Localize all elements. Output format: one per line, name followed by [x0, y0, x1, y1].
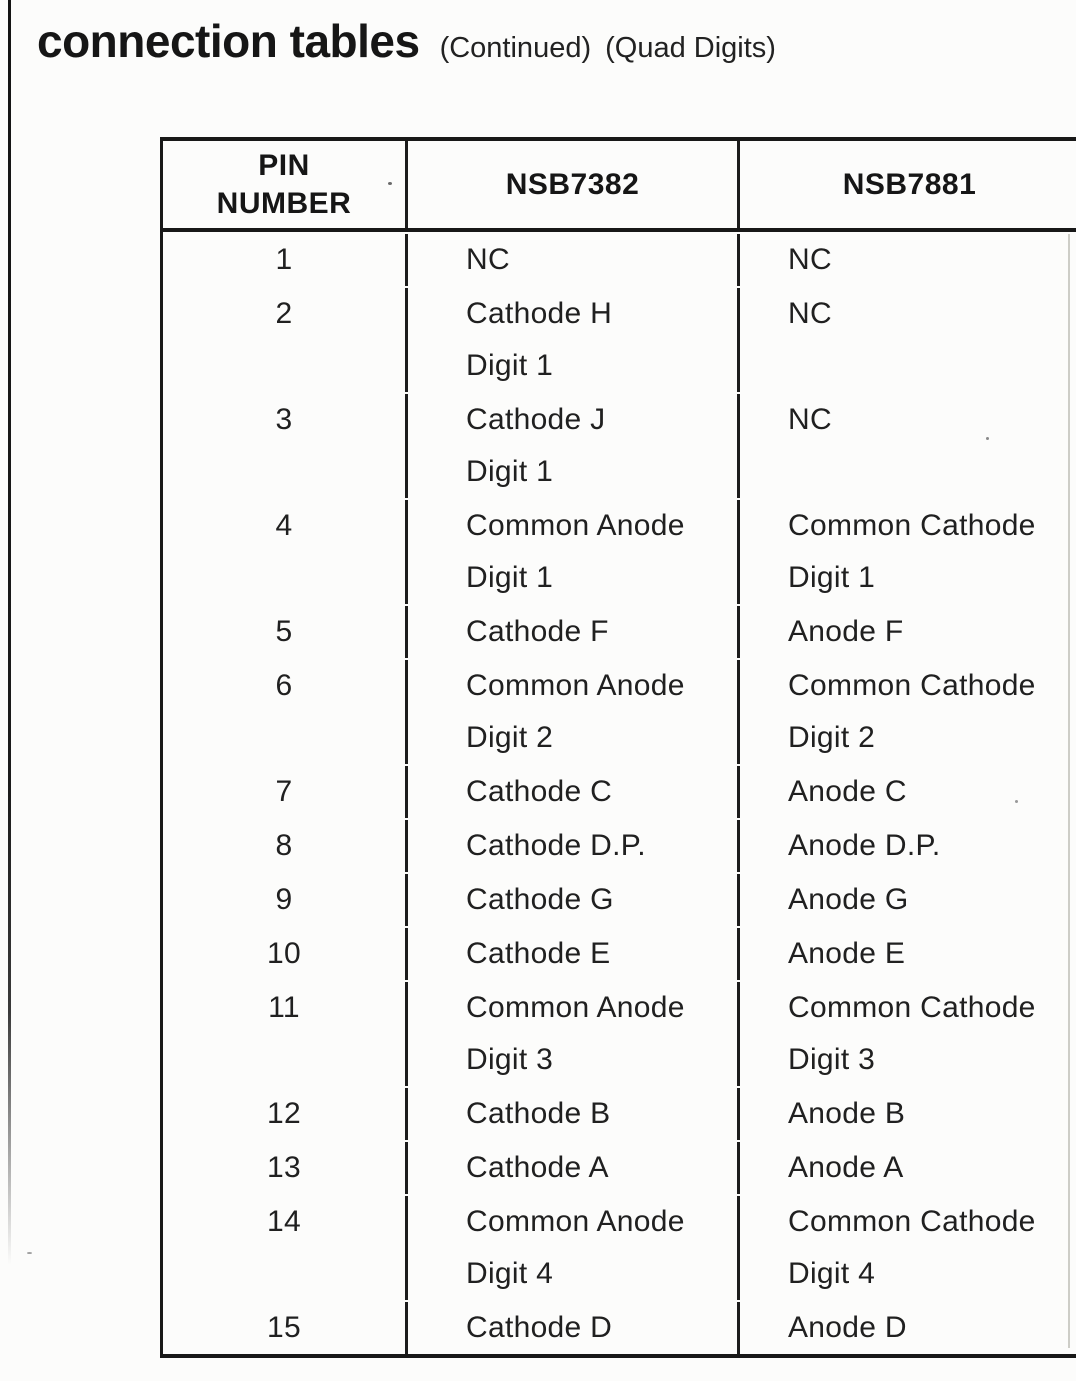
table-row	[163, 498, 1076, 604]
cell-pin-number	[163, 606, 405, 658]
page-left-border-rule	[8, 0, 11, 1265]
cell-nsb7382	[405, 982, 737, 1086]
cell-text-line: Anode G	[788, 883, 909, 916]
cell-text-line: Common Anode	[466, 669, 685, 702]
cell-nsb7382	[405, 928, 737, 980]
cell-nsb7881	[737, 234, 1076, 286]
pin-number-value: 11	[268, 991, 300, 1024]
cell-text-line: Digit 2	[788, 721, 876, 754]
cell-pin-number	[163, 288, 405, 392]
table-row	[163, 286, 1076, 392]
cell-nsb7881	[737, 766, 1076, 818]
cell-nsb7382	[405, 1196, 737, 1300]
pin-number-value: 2	[275, 297, 293, 330]
pin-number-value: 3	[275, 403, 293, 436]
cell-nsb7881	[737, 394, 1076, 498]
cell-nsb7881	[737, 1088, 1076, 1140]
cell-pin-number	[163, 928, 405, 980]
cell-text-line: Common Anode	[466, 991, 685, 1024]
scan-speck	[27, 1252, 32, 1254]
cell-text-line: Common Cathode	[788, 991, 1036, 1024]
cell-text-line: Cathode A	[466, 1151, 609, 1184]
cell-pin-number	[163, 982, 405, 1086]
table-row	[163, 980, 1076, 1086]
scan-speck	[1015, 800, 1018, 803]
pin-number-value: 14	[267, 1205, 301, 1238]
pin-number-value: 4	[275, 509, 293, 542]
cell-nsb7881	[737, 820, 1076, 872]
cell-text-line: Digit 1	[466, 561, 554, 594]
header-pin-line2: NUMBER	[216, 186, 352, 220]
cell-pin-number	[163, 500, 405, 604]
cell-text-line: NC	[788, 403, 832, 436]
cell-text-line: Cathode G	[466, 883, 614, 916]
cell-text-line: Digit 1	[788, 561, 876, 594]
table-row	[163, 764, 1076, 818]
table-right-border-cropped	[1068, 234, 1070, 1348]
pin-number-value: 1	[275, 243, 293, 276]
connection-table	[160, 137, 1076, 1358]
cell-pin-number	[163, 660, 405, 764]
cell-pin-number	[163, 394, 405, 498]
pin-number-value: 12	[267, 1097, 301, 1130]
cell-pin-number	[163, 766, 405, 818]
cell-text-line: Anode E	[788, 937, 906, 970]
cell-text-line: Digit 3	[788, 1043, 876, 1076]
cell-text-line: Cathode C	[466, 775, 613, 808]
cell-pin-number	[163, 820, 405, 872]
cell-nsb7881	[737, 660, 1076, 764]
pin-number-value: 15	[267, 1311, 301, 1344]
cell-text-line: Cathode B	[466, 1097, 611, 1130]
table-body	[163, 232, 1076, 1354]
cell-nsb7382	[405, 288, 737, 392]
table-row	[163, 1194, 1076, 1300]
cell-pin-number	[163, 1196, 405, 1300]
table-row	[163, 1300, 1076, 1354]
scan-speck	[986, 437, 989, 440]
table-row	[163, 392, 1076, 498]
cell-text-line: Common Anode	[466, 1205, 685, 1238]
table-row	[163, 658, 1076, 764]
cell-text-line: Digit 2	[466, 721, 554, 754]
cell-text-line: Cathode D	[466, 1311, 613, 1344]
cell-pin-number	[163, 234, 405, 286]
cell-text-line: Digit 3	[466, 1043, 554, 1076]
cell-nsb7881	[737, 288, 1076, 392]
page-subtitle-continued: (Continued)	[439, 32, 592, 64]
header-nsb7881: NSB7881	[737, 141, 1076, 228]
cell-text-line: Anode B	[788, 1097, 906, 1130]
table-row	[163, 818, 1076, 872]
cell-text-line: Anode D.P.	[788, 829, 941, 862]
pin-number-value: 5	[275, 615, 293, 648]
cell-text-line: Digit 4	[788, 1257, 876, 1290]
cell-text-line: Cathode E	[466, 937, 611, 970]
cell-pin-number	[163, 1142, 405, 1194]
cell-text-line: NC	[466, 243, 510, 276]
cell-pin-number	[163, 874, 405, 926]
table-header-row	[163, 141, 1076, 232]
cell-nsb7881	[737, 928, 1076, 980]
cell-text-line: Common Anode	[466, 509, 685, 542]
cell-nsb7382	[405, 394, 737, 498]
cell-text-line: Anode A	[788, 1151, 904, 1184]
page-title-row	[37, 14, 776, 68]
cell-text-line: Anode D	[788, 1311, 907, 1344]
cell-nsb7881	[737, 1302, 1076, 1354]
header-pin-number	[163, 141, 405, 228]
cell-text-line: Anode F	[788, 615, 904, 648]
table-row	[163, 232, 1076, 286]
cell-nsb7382	[405, 234, 737, 286]
cell-text-line: Common Cathode	[788, 509, 1036, 542]
cell-nsb7382	[405, 1142, 737, 1194]
cell-text-line: Cathode H	[466, 297, 613, 330]
pin-number-value: 6	[275, 669, 293, 702]
cell-nsb7881	[737, 1142, 1076, 1194]
pin-number-value: 9	[275, 883, 293, 916]
table-row	[163, 1140, 1076, 1194]
cell-nsb7382	[405, 874, 737, 926]
cell-text-line: Digit 1	[466, 349, 554, 382]
cell-text-line: Common Cathode	[788, 1205, 1036, 1238]
cell-text-line: Cathode D.P.	[466, 829, 646, 862]
scan-speck	[388, 182, 392, 185]
page-subtitle-quad-digits: (Quad Digits)	[605, 32, 776, 64]
cell-pin-number	[163, 1088, 405, 1140]
header-pin-line1: PIN	[258, 148, 310, 182]
pin-number-value: 7	[275, 775, 293, 808]
cell-text-line: NC	[788, 243, 832, 276]
pin-number-value: 8	[275, 829, 293, 862]
page-title: connection tables	[37, 15, 420, 67]
cell-nsb7881	[737, 500, 1076, 604]
cell-text-line: Digit 4	[466, 1257, 554, 1290]
pin-number-value: 10	[267, 937, 301, 970]
cell-nsb7382	[405, 820, 737, 872]
cell-pin-number	[163, 1302, 405, 1354]
cell-nsb7382	[405, 1088, 737, 1140]
table-row	[163, 1086, 1076, 1140]
cell-text-line: Cathode J	[466, 403, 606, 436]
cell-nsb7382	[405, 500, 737, 604]
cell-nsb7881	[737, 982, 1076, 1086]
cell-text-line: NC	[788, 297, 832, 330]
cell-nsb7382	[405, 766, 737, 818]
cell-nsb7881	[737, 606, 1076, 658]
cell-nsb7382	[405, 606, 737, 658]
cell-text-line: Common Cathode	[788, 669, 1036, 702]
cell-text-line: Cathode F	[466, 615, 609, 648]
cell-nsb7881	[737, 874, 1076, 926]
cell-text-line: Digit 1	[466, 455, 554, 488]
table-row	[163, 872, 1076, 926]
cell-nsb7382	[405, 660, 737, 764]
table-row	[163, 604, 1076, 658]
pin-number-value: 13	[267, 1151, 301, 1184]
cell-nsb7881	[737, 1196, 1076, 1300]
header-nsb7382: NSB7382	[405, 141, 737, 228]
cell-nsb7382	[405, 1302, 737, 1354]
table-row	[163, 926, 1076, 980]
cell-text-line: Anode C	[788, 775, 907, 808]
